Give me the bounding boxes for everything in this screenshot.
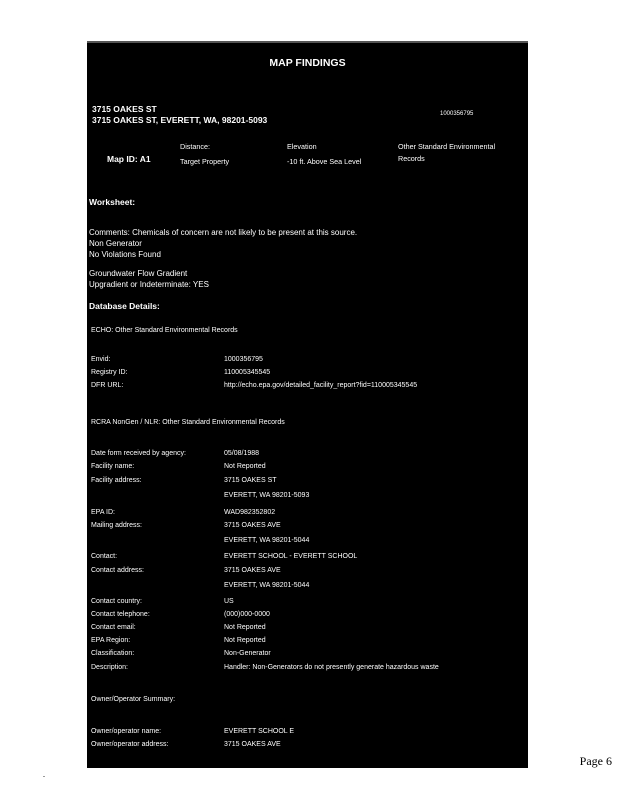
rcra-label: Classification: <box>91 650 135 657</box>
echo-value: 1000356795 <box>224 356 263 363</box>
elevation-label: Elevation <box>287 142 317 151</box>
report-page <box>87 41 528 768</box>
rcra-value: Not Reported <box>224 637 266 644</box>
worksheet-comments: Comments: Chemicals of concern are not likely to be present at this source. <box>89 228 358 237</box>
echo-value: 110005345545 <box>224 369 271 376</box>
owner-value: 3715 OAKES AVE <box>224 741 281 748</box>
rcra-value: 3715 OAKES ST <box>224 477 277 484</box>
echo-section-title: ECHO: Other Standard Environmental Records <box>91 327 238 334</box>
rcra-label: Contact email: <box>91 624 136 631</box>
page-title: MAP FINDINGS <box>269 57 346 69</box>
rcra-label: Description: <box>91 664 128 671</box>
page-number: Page 6 <box>579 754 612 768</box>
rcra-label: EPA Region: <box>91 637 131 644</box>
scan-speck <box>43 776 45 777</box>
rcra-value: EVERETT, WA 98201-5093 <box>224 492 310 499</box>
owner-value: EVERETT SCHOOL E <box>224 728 295 735</box>
owner-label: Owner/operator name: <box>91 728 162 735</box>
rcra-value: EVERETT SCHOOL - EVERETT SCHOOL <box>224 553 358 560</box>
rcra-value: EVERETT, WA 98201-5044 <box>224 582 310 589</box>
site-address-line2: 3715 OAKES ST, EVERETT, WA, 98201-5093 <box>92 115 268 125</box>
worksheet-line3: No Violations Found <box>89 250 161 259</box>
rcra-label: EPA ID: <box>91 509 115 516</box>
rcra-value: 3715 OAKES AVE <box>224 522 281 529</box>
rcra-label: Contact: <box>91 553 118 560</box>
owner-label: Owner/operator address: <box>91 741 169 748</box>
rcra-value: Not Reported <box>224 624 266 631</box>
rcra-value: US <box>224 598 234 605</box>
rcra-label: Contact address: <box>91 567 144 574</box>
rcra-label: Contact country: <box>91 598 142 605</box>
rcra-value: Handler: Non-Generators do not presently generate hazardous waste <box>224 664 439 671</box>
rcra-value: 3715 OAKES AVE <box>224 567 281 574</box>
echo-label: Envid: <box>91 356 111 363</box>
rcra-section-title: RCRA NonGen / NLR: Other Standard Environmental Records <box>91 419 285 426</box>
rcra-label: Date form received by agency: <box>91 450 186 457</box>
database-heading: Database Details: <box>89 301 160 311</box>
elevation-value: -10 ft. Above Sea Level <box>287 157 362 166</box>
map-id: Map ID: A1 <box>107 154 151 164</box>
rcra-value: 05/08/1988 <box>224 450 260 457</box>
rcra-label: Facility name: <box>91 463 135 470</box>
rcra-value: WAD982352802 <box>224 509 276 516</box>
rcra-value: Non-Generator <box>224 650 271 657</box>
rcra-value: EVERETT, WA 98201-5044 <box>224 537 310 544</box>
distance-value: Target Property <box>180 157 230 166</box>
rcra-label: Facility address: <box>91 477 142 484</box>
echo-label: DFR URL: <box>91 382 124 389</box>
worksheet-heading: Worksheet: <box>89 197 136 207</box>
distance-label: Distance: <box>180 142 210 151</box>
groundwater-line1: Groundwater Flow Gradient <box>89 269 188 278</box>
site-address-line1: 3715 OAKES ST <box>92 104 157 114</box>
rcra-label: Contact telephone: <box>91 611 150 618</box>
owner-summary-heading: Owner/Operator Summary: <box>91 696 176 703</box>
dfr-url-link[interactable]: http://echo.epa.gov/detailed_facility_report?fid=110005345545 <box>224 382 418 389</box>
records-value: Records <box>398 154 425 163</box>
records-label: Other Standard Environmental <box>398 142 496 151</box>
worksheet-line2: Non Generator <box>89 239 142 248</box>
echo-label: Registry ID: <box>91 369 128 376</box>
groundwater-line2: Upgradient or Indeterminate: YES <box>89 280 209 289</box>
rcra-value: Not Reported <box>224 463 266 470</box>
rcra-label: Mailing address: <box>91 522 142 529</box>
site-id: 1000356795 <box>440 111 474 117</box>
rcra-value: (000)000-0000 <box>224 611 270 618</box>
